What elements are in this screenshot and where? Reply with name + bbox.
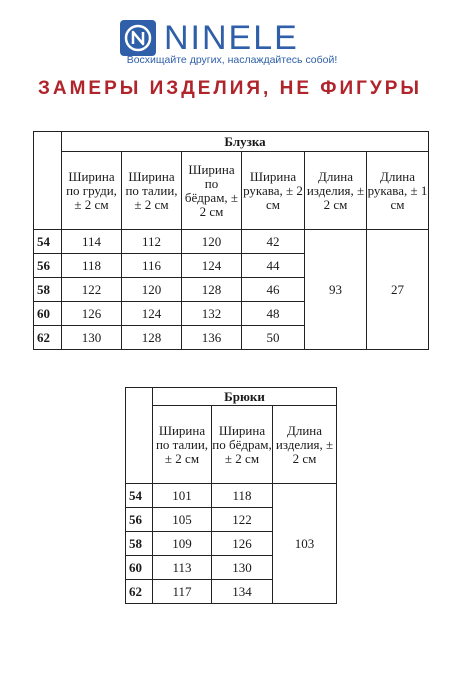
size-cell: 62 xyxy=(34,326,62,350)
value-cell: 120 xyxy=(122,278,182,302)
col-header-chest: Ширина по груди, ± 2 см xyxy=(62,152,122,230)
value-cell: 130 xyxy=(212,556,273,580)
value-cell: 50 xyxy=(242,326,305,350)
length-cell: 93 xyxy=(305,230,367,350)
value-cell: 44 xyxy=(242,254,305,278)
brand-logo xyxy=(120,18,299,58)
value-cell: 134 xyxy=(212,580,273,604)
col-header-hips: Ширина по бёдрам, ± 2 см xyxy=(212,406,273,484)
value-cell: 120 xyxy=(182,230,242,254)
value-cell: 128 xyxy=(122,326,182,350)
col-header-hips: Ширина по бёдрам, ± 2 см xyxy=(182,152,242,230)
table-row xyxy=(126,484,337,508)
trousers-size-table xyxy=(125,387,337,604)
blouse-title: Блузка xyxy=(62,132,429,152)
page-heading: ЗАМЕРЫ ИЗДЕЛИЯ, НЕ ФИГУРЫ xyxy=(37,78,423,99)
value-cell: 112 xyxy=(122,230,182,254)
col-header-sleeve-length: Длина рукава, ± 1 см xyxy=(367,152,429,230)
value-cell: 118 xyxy=(212,484,273,508)
size-cell: 58 xyxy=(126,532,153,556)
size-cell: 60 xyxy=(34,302,62,326)
col-header-length: Длина изделия, ± 2 см xyxy=(273,406,337,484)
value-cell: 109 xyxy=(153,532,212,556)
value-cell: 132 xyxy=(182,302,242,326)
size-cell: 62 xyxy=(126,580,153,604)
size-cell: 60 xyxy=(126,556,153,580)
size-cell: 54 xyxy=(34,230,62,254)
value-cell: 126 xyxy=(212,532,273,556)
table-row xyxy=(34,230,429,254)
value-cell: 126 xyxy=(62,302,122,326)
value-cell: 130 xyxy=(62,326,122,350)
value-cell: 122 xyxy=(212,508,273,532)
value-cell: 117 xyxy=(153,580,212,604)
size-cell: 56 xyxy=(126,508,153,532)
sleeve-length-cell: 27 xyxy=(367,230,429,350)
brand-slogan: Восхищайте других, наслаждайтесь собой! xyxy=(126,54,338,66)
value-cell: 116 xyxy=(122,254,182,278)
ninele-logo-icon xyxy=(120,20,156,56)
col-header-sleeve-width: Ширина рукава, ± 2 см xyxy=(242,152,305,230)
value-cell: 114 xyxy=(62,230,122,254)
value-cell: 118 xyxy=(62,254,122,278)
size-cell: 54 xyxy=(126,484,153,508)
value-cell: 48 xyxy=(242,302,305,326)
blouse-size-table xyxy=(33,131,429,350)
trousers-title: Брюки xyxy=(153,388,337,406)
value-cell: 124 xyxy=(122,302,182,326)
value-cell: 124 xyxy=(182,254,242,278)
corner-cell xyxy=(126,388,153,484)
col-header-length: Длина изделия, ± 2 см xyxy=(305,152,367,230)
value-cell: 113 xyxy=(153,556,212,580)
brand-name: NINELE xyxy=(164,19,299,57)
value-cell: 46 xyxy=(242,278,305,302)
value-cell: 122 xyxy=(62,278,122,302)
value-cell: 105 xyxy=(153,508,212,532)
col-header-waist: Ширина по талии, ± 2 см xyxy=(122,152,182,230)
corner-cell xyxy=(34,132,62,230)
value-cell: 42 xyxy=(242,230,305,254)
size-cell: 58 xyxy=(34,278,62,302)
col-header-waist: Ширина по талии, ± 2 см xyxy=(153,406,212,484)
value-cell: 101 xyxy=(153,484,212,508)
size-cell: 56 xyxy=(34,254,62,278)
value-cell: 128 xyxy=(182,278,242,302)
length-cell: 103 xyxy=(273,484,337,604)
value-cell: 136 xyxy=(182,326,242,350)
